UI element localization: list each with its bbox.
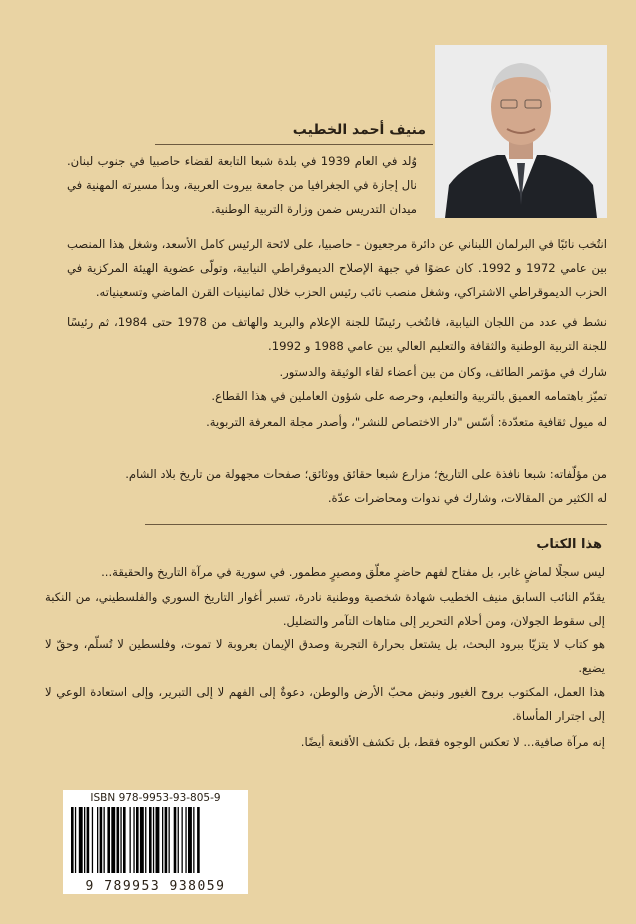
barcode-bar — [140, 807, 144, 873]
bio-text: انتُخب نائبًا في البرلمان اللبناني عن دائرة مرجعيون - حاصبيا، على لائحة الرئيس كامل الأسعد، وشغل هذا المنصب بين عامي 1972 و 1992. كان عضوًا في جبهة الإصلاح الديموقراطي النيابية، وتولّى عضوية الهيئة المركزية في الحزب الديموقراطي الاشتراكي، وشغل منصب نائب رئيس الحزب خلال ثمانينيات القرن الماضي وتسعينياته. — [67, 237, 607, 299]
barcode-bar — [185, 807, 186, 873]
barcode-bar — [165, 807, 168, 873]
barcode-bar — [188, 807, 192, 873]
bio-text: وُلد في العام 1939 في بلدة شبعا التابعة لقضاء حاصبيا في جنوب لبنان. نال إجازة في الجغرافيا من جامعة بيروت العربية، وبدأ مسيرته المهنية في ميدان التدريس ضمن وزارة التربية الوطنية. — [67, 154, 417, 216]
barcode-bar — [178, 807, 179, 873]
author-portrait-image — [435, 45, 607, 218]
author-photo — [435, 45, 607, 218]
barcode-bar — [136, 807, 139, 873]
barcode-bar — [120, 807, 121, 873]
bio-text: نشط في عدد من اللجان النيابية، فانتُخب رئيسًا للجنة الإعلام والبريد والهاتف من 1978 حتى 1984، ثم رئيسًا للجنة التربية الوطنية والثقافة والتعليم العالي بين عامي 1988 و 1992. — [67, 315, 607, 353]
about-paragraph — [45, 632, 605, 680]
barcode-bar — [123, 807, 126, 873]
barcode-bar — [111, 807, 115, 873]
bio-paragraph — [67, 410, 607, 434]
bio-paragraph — [67, 462, 607, 486]
about-text: يقدّم النائب السابق منيف الخطيب شهادة شخصية ووطنية نادرة، تسبر أغوار التاريخ السوري والفلسطيني، من النكبة إلى سقوط الجولان، ومن أحلام التحرير إلى متاهات التآمر والتضليل. — [45, 590, 605, 628]
barcode-bar — [79, 807, 83, 873]
about-paragraph — [45, 585, 605, 633]
barcode-bar — [193, 807, 194, 873]
bio-paragraph — [67, 384, 607, 408]
about-text: إنه مرآة صافية... لا تعكس الوجوه فقط، بل تكشف الأقنعة أيضًا. — [300, 735, 605, 749]
barcode-bar — [71, 807, 74, 873]
barcode-bar — [107, 807, 110, 873]
barcode-bar — [182, 807, 183, 873]
barcode-bar — [149, 807, 152, 873]
bio-paragraph — [67, 232, 607, 304]
section-divider — [145, 524, 607, 525]
bio-text: له الكثير من المقالات، وشارك في ندوات ومحاضرات عدّة. — [327, 491, 607, 505]
barcode-bar — [92, 807, 93, 873]
barcode-bar — [197, 807, 200, 873]
about-paragraph — [45, 560, 605, 584]
barcode-bar — [133, 807, 134, 873]
barcode-bar — [117, 807, 120, 873]
barcode-bar — [97, 807, 98, 873]
barcode-bars — [71, 807, 240, 873]
barcode-bar — [87, 807, 90, 873]
bio-paragraph — [67, 310, 607, 358]
about-book-heading: هذا الكتاب — [536, 537, 602, 552]
barcode-bar — [145, 807, 146, 873]
barcode-bar — [75, 807, 76, 873]
about-text: هذا العمل، المكتوب بروح الغيور ونبض محبّ الأرض والوطن، دعوةٌ إلى الفهم لا إلى التبرير، وإلى استعادة الوعي لا إلى اجترار المأساة. — [45, 685, 605, 723]
barcode-bar — [84, 807, 85, 873]
barcode-bar — [174, 807, 177, 873]
bio-text: شارك في مؤتمر الطائف، وكان من بين أعضاء لقاء الوثيقة والدستور. — [279, 365, 607, 379]
isbn-label: ISBN 978-9953-93-805-9 — [90, 792, 221, 804]
barcode-bar — [100, 807, 103, 873]
isbn-barcode — [63, 790, 248, 894]
barcode-bar — [169, 807, 170, 873]
barcode-bar — [162, 807, 163, 873]
bio-text: له ميول ثقافية متعدّدة: أسّس "دار الاختصاص للنشر"، وأصدر مجلة المعرفة التربوية. — [206, 415, 607, 429]
barcode-bar — [153, 807, 154, 873]
author-name: منيف أحمد الخطيب — [292, 122, 426, 138]
about-text: هو كتاب لا يتزيّا ببرود البحث، بل يشتعل بحرارة التجربة وصدق الإيمان بعروبة لا تموت، وفلسطين لا تُسلّم، وحقّ لا يضيع. — [45, 637, 605, 675]
bio-text: تميّز باهتمامه العميق بالتربية والتعليم، وحرصه على شؤون العاملين في هذا القطاع. — [211, 389, 607, 403]
author-divider — [155, 144, 433, 145]
barcode-bar — [104, 807, 105, 873]
about-paragraph — [45, 680, 605, 728]
barcode-digits: 9 789953 938059 — [85, 879, 226, 894]
bio-paragraph — [67, 486, 607, 510]
about-text: ليس سجلًا لماضٍ غابر، بل مفتاح لفهم حاضرٍ معلّق ومصيرٍ مطمور. في سورية في مرآة التاريخ والحقيقة... — [101, 565, 605, 579]
bio-paragraph — [67, 149, 417, 221]
bio-text: من مؤلّفاته: شبعا نافذة على التاريخ؛ مزارع شبعا حقائق ووثائق؛ صفحات مجهولة من تاريخ بلاد الشام. — [125, 467, 607, 481]
about-paragraph — [45, 730, 605, 754]
bio-paragraph — [67, 360, 607, 384]
barcode-bar — [156, 807, 160, 873]
barcode-bar — [130, 807, 131, 873]
